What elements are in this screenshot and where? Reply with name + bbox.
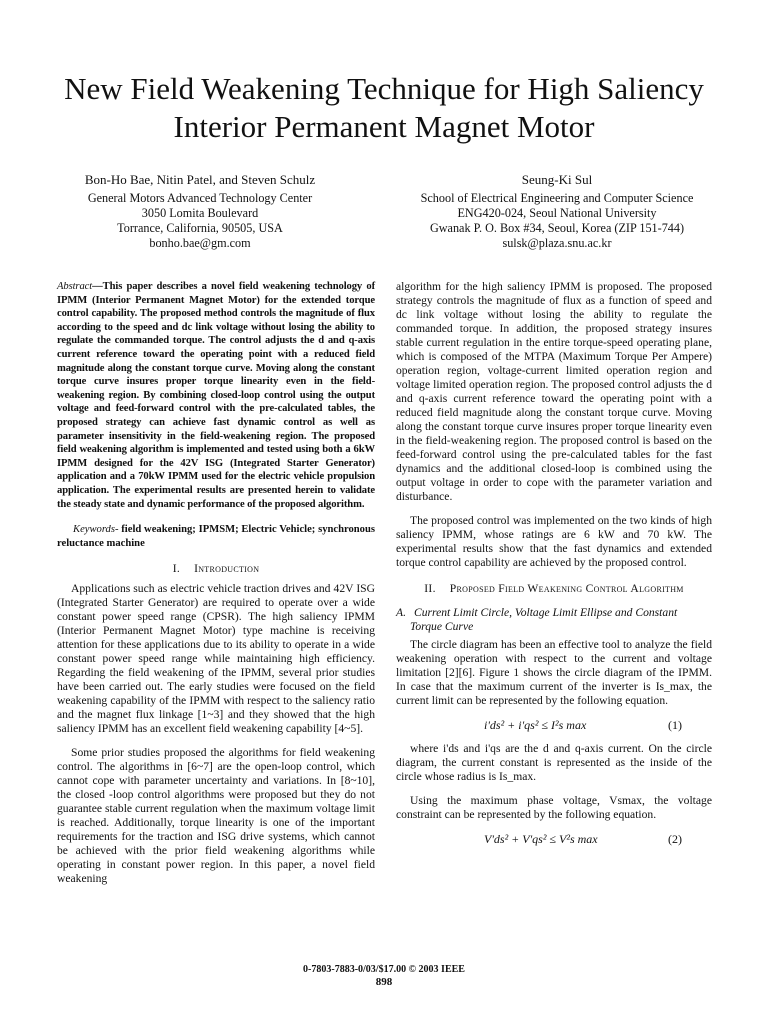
equation-1: i'ds² + i'qs² ≤ I²s max (1): [484, 718, 682, 732]
right-column: [396, 280, 712, 856]
address-line: ENG420-024, Seoul National University: [457, 206, 657, 220]
paragraph: The proposed control was implemented on the two kinds of high saliency IPMM, whose ratings are 6 kW and 70 kW. The experimental results show that the fast dynamics and extended torque control capability are achieved by the proposed control.: [396, 514, 712, 569]
abstract: Abstract—This paper describes a novel field weakening technology of IPMM (Interior Permanent Magnet Motor) for the extended torque control capability. The proposed method controls the magnitude of flux according to the speed and dc link voltage without losing the ability to regulate the commanded torque. The control adjusts the d and q-axis current reference toward the operating point with a reduced field magnitude along the constant torque curve. Moving along the constant torque curve insures proper torque linearity even in the field-weakening region. By combining closed-loop control using the output voltage and feed-forward control with the pre-calculated tables, the proposed strategy can achieve fast dynamic control as well as parameter insensitivity in the field-weakening region. The proposed field weakening algorithm is implemented and tested using both a 6kW IPMM designed for the 42V ISG (Integrated Starter Generator) application and a 70kW IPMM used for the electric vehicle propulsion application. The experimental results are presented herein to validate the steady state and dynamic performance of the proposed algorithm.: [57, 281, 375, 510]
keywords: Keywords- field weakening; IPMSM; Electric Vehicle; synchronous reluctance machine: [57, 524, 375, 549]
section-heading-introduction: I. Introduction: [172, 562, 260, 576]
address-line: Gwanak P. O. Box #34, Seoul, Korea (ZIP 151-744): [429, 221, 685, 235]
page-footer: [200, 963, 568, 989]
left-column: [57, 280, 375, 886]
email: bonho.bae@gm.com: [149, 236, 251, 250]
author-names: Bon-Ho Bae, Nitin Patel, and Steven Schulz: [84, 172, 316, 187]
paragraph: Applications such as electric vehicle traction drives and 42V ISG (Integrated Starter Generator) are required to operate over a wide constant power speed range (CPSR). The high saliency IPMM (Interior Permanent Magnet Motor) type machine is receiving attention for these applications due to its ability to operate in a wide constant power speed range while maintaining high efficiency. Regarding the field weakening of the IPMM, several prior studies have been carried out. The early studies were focused on the field weakening capability of the IPMM with respect to the saliency ratio and the magnet flux linkage [1~3] and they showed that the high saliency IPMM has an excellent field weakening capability [4~5].: [57, 582, 375, 736]
affiliation: School of Electrical Engineering and Computer Science: [420, 191, 694, 205]
page-number: 898: [375, 976, 393, 988]
address-line: Torrance, California, 90505, USA: [117, 221, 283, 235]
author-block-right: [392, 172, 722, 251]
paragraph: Some prior studies proposed the algorithms for field weakening control. The algorithms in [6~7] are the open-loop control, which cannot cope with parameter uncertainty and variations. In [8~10], the closed -loop control algorithms were proposed but they do not guarantee stable current regulation when the maximum voltage limit is reached. Additionally, torque linearity is one of the important requirements for the traction and ISG drive systems, which cannot be achieved with the prior field weakening algorithms while operating in constant power region. In this paper, a novel field weakening: [57, 746, 375, 886]
equation-2: V'ds² + V'qs² ≤ V²s max (2): [484, 832, 682, 846]
paragraph: algorithm for the high saliency IPMM is proposed. The proposed strategy controls the magnitude of flux as a function of speed and dc link voltage without losing the ability to regulate the commanded torque. In addition, the proposed strategy insures stable current regulation in the entire torque-speed operating plane, which is composed of the MTPA (Maximum Torque Per Ampere) operation region, voltage-current limited operation region and voltage limited operation region. The proposed control adjusts the d and q-axis current reference toward the operating point with a reduced field magnitude along the constant torque curve. Moving along the constant torque curve insures proper torque linearity even in the field-weakening region. The proposed control is based on the feed-forward control using the pre-calculated tables for the fast dynamics and the additional closed-loop is combined using the output voltage in order to cope with the parameter variation and disturbance.: [396, 280, 712, 503]
address-line: 3050 Lomita Boulevard: [141, 206, 259, 220]
author-block-left: [50, 172, 350, 251]
author-names: Seung-Ki Sul: [521, 172, 593, 187]
paragraph: Using the maximum phase voltage, Vsmax, the voltage constraint can be represented by the following equation.: [396, 794, 712, 821]
paper-title: New Field Weakening Technique for High Saliency Interior Permanent Magnet Motor: [64, 71, 704, 144]
subsection-heading: A. Current Limit Circle, Voltage Limit Ellipse and Constant Torque Curve: [396, 606, 678, 633]
email: sulsk@plaza.snu.ac.kr: [502, 236, 612, 250]
affiliation: General Motors Advanced Technology Center: [87, 191, 313, 205]
paragraph: where i'ds and i'qs are the d and q-axis current. On the circle diagram, the current constant is represented as the inside of the circle whose radius is Is_max.: [396, 742, 712, 783]
copyright-line: 0-7803-7883-0/03/$17.00 © 2003 IEEE: [303, 964, 465, 975]
paragraph: The circle diagram has been an effective tool to analyze the field weakening operation with respect to the current and voltage limitation [2][6]. Figure 1 shows the circle diagram of the IPMM. In case that the maximum current of the inverter is Is_max, the current limit can be represented by the following equation.: [396, 638, 712, 707]
section-heading-proposed-algorithm: II. Proposed Field Weakening Control Algorithm: [424, 582, 684, 595]
